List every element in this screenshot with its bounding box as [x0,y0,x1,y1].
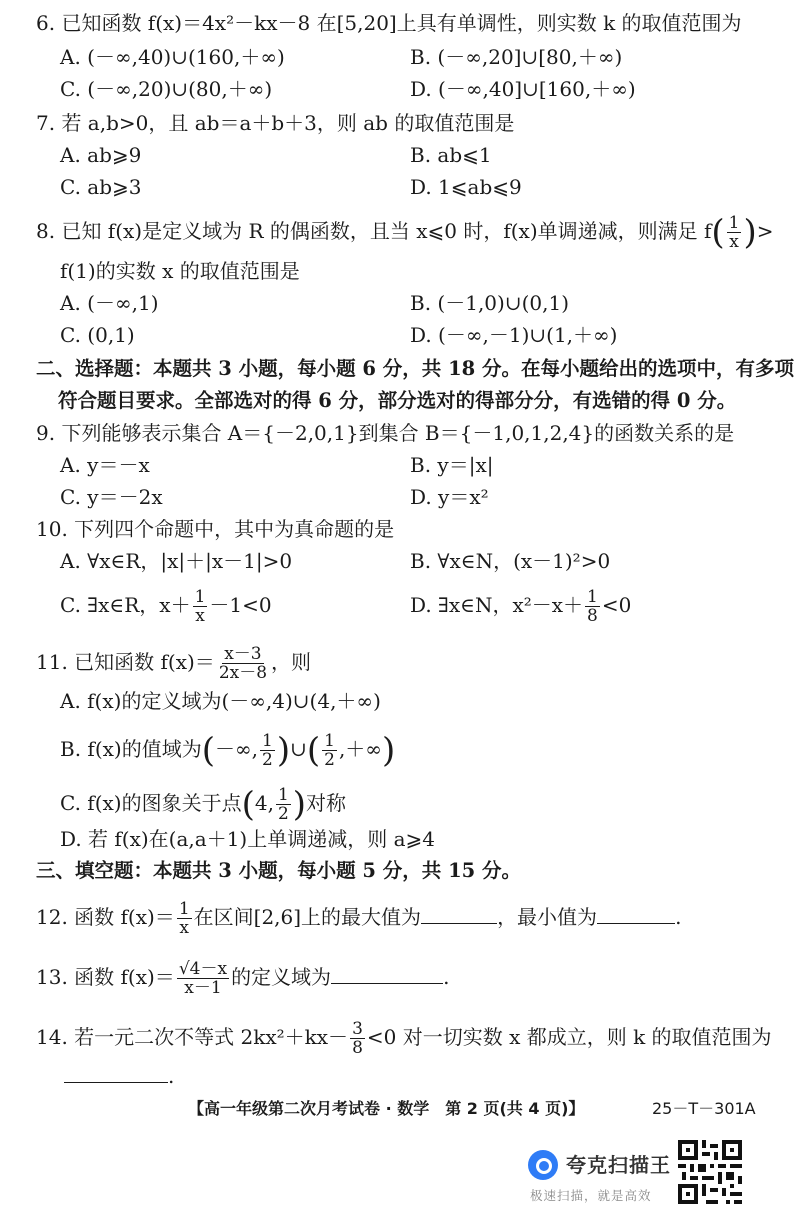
q11-c-post: 对称 [306,791,347,815]
q10-c-pre: C. ∃x∈R，x＋ [60,593,191,617]
q13-pre: 13. 函数 f(x)＝ [36,965,175,989]
q13-end: . [443,965,450,989]
q11-c-fraction [276,786,291,823]
q11-b-p2-num: 1 [324,731,335,751]
q10-c-num: 1 [194,587,206,607]
q8-option-c: C. (0,1) [60,323,135,347]
q11-b-pre: B. f(x)的值域为 [60,737,202,761]
q8-fraction [727,214,742,251]
q10-option-c [60,588,272,625]
q9-option-b: B. y＝|x| [410,453,494,477]
q6-option-b: B. (－∞,20]∪[80,＋∞) [410,45,623,69]
q11-b-den: 2 [262,750,273,770]
q10-d-den: 8 [587,606,598,626]
q13-den: x－1 [184,978,222,998]
q10-d-post: <0 [601,593,632,617]
q7-option-a: A. ab⩾9 [60,143,142,167]
scanner-watermark [524,1146,674,1206]
q10-option-a: A. ∀x∈R，|x|＋|x－1|>0 [60,549,293,573]
q6-stem: 6. 已知函数 f(x)＝4x²－kx－8 在[5,20]上具有单调性，则实数 k 的取值范围为 [36,11,742,35]
q11-b-p2-tail: ,＋∞ [338,737,382,761]
q13-mid: 的定义域为 [231,965,332,989]
q14-pre: 14. 若一元二次不等式 2kx²＋kx－ [36,1025,349,1049]
q11-option-d: D. 若 f(x)在(a,a＋1)上单调递减，则 a⩾4 [60,827,435,851]
q7-stem: 7. 若 a,b>0，且 ab＝a＋b＋3，则 ab 的取值范围是 [36,111,515,135]
q11-option-a: A. f(x)的定义域为(－∞,4)∪(4,＋∞) [60,689,381,713]
q12-num: 1 [178,899,190,919]
q11-b-p2-den: 2 [324,750,335,770]
q8-option-d: D. (－∞,－1)∪(1,＋∞) [410,323,618,347]
q7-option-d: D. 1⩽ab⩽9 [410,175,522,199]
q11-fraction [217,645,269,682]
q11-b-num: 1 [262,731,273,751]
q13-num: √4－x [178,959,228,979]
q14-num: 3 [352,1019,363,1039]
q12-mid: 在区间[2,6]上的最大值为 [193,905,422,929]
q11-stem [36,645,311,682]
q11-b-p1: －∞, [214,737,258,761]
q14-den: 8 [352,1038,363,1058]
q11-b-mid: ∪ [290,737,307,761]
q10-option-d [410,588,631,625]
q11-option-b: B. f(x)的值域为(－∞, $\frac{1}{2}$ )∪( $\frac{1}{2}$ ,＋∞) [60,730,396,771]
q11-num: x－3 [224,644,262,664]
section-3-heading: 三、填空题：本题共 3 小题，每小题 5 分，共 15 分。 [36,859,522,882]
q8-frac-num: 1 [728,213,740,233]
q8-stem-post: > [756,219,774,243]
q10-stem: 10. 下列四个命题中，其中为真命题的是 [36,517,395,541]
q8-option-b: B. (－1,0)∪(0,1) [410,291,569,315]
q14-stem [36,1020,772,1057]
q10-option-b: B. ∀x∈N，(x－1)²>0 [410,549,611,573]
q11-b-fraction-2 [322,732,337,769]
q12-mid2: ，最小值为 [497,905,598,929]
section-2-heading: 二、选择题：本题共 3 小题，每小题 6 分，共 18 分。在每小题给出的选项中，有多项 [36,357,795,380]
q8-frac-den: x [729,232,739,252]
q13-stem [36,960,449,997]
q9-stem: 9. 下列能够表示集合 A＝{－2,0,1}到集合 B＝{－1,0,1,2,4}的函数关系的是 [36,421,735,445]
q11-c-pre: C. f(x)的图象关于点 [60,791,242,815]
q12-fraction [177,900,192,937]
q14-answer-line [64,1062,174,1089]
q13-fraction [177,960,229,997]
q11-stem-post: ，则 [271,650,312,674]
exam-code: 25－T－301A [652,1099,756,1118]
section-2-heading-cont: 符合题目要求。全部选对的得 6 分，部分选对的得部分分，有选错的得 0 分。 [58,389,737,412]
q9-option-d: D. y＝x² [410,485,489,509]
q12-den: x [179,918,190,938]
q10-d-num: 1 [587,587,598,607]
q14-fraction [350,1020,365,1057]
q11-c-num: 1 [277,785,289,805]
q11-c-inner: 4, [254,791,274,815]
q11-option-c: C. f(x)的图象关于点(4, $\frac{1}{2}$ )对称 [60,784,347,825]
q6-option-a: A. (－∞,40)∪(160,＋∞) [60,45,285,69]
scanner-logo-icon [528,1150,558,1180]
q9-option-a: A. y＝－x [60,453,150,477]
q10-d-pre: D. ∃x∈N，x²－x＋ [410,593,584,617]
q12-pre: 12. 函数 f(x)＝ [36,905,175,929]
q6-option-d: D. (－∞,40]∪[160,＋∞) [410,77,636,101]
q11-stem-pre: 11. 已知函数 f(x)＝ [36,650,215,674]
q14-end: . [168,1064,175,1088]
q12-blank-min[interactable] [597,903,675,924]
q8-stem: 8. 已知 f(x)是定义域为 R 的偶函数，且当 x⩽0 时，f(x)单调递减，则满足 f( $\frac{1}{x}$ )> [36,212,774,253]
q10-c-post: －1<0 [209,593,272,617]
q12-stem [36,900,681,937]
q13-blank[interactable] [331,963,443,984]
q11-den: 2x－8 [218,663,268,683]
q14-blank[interactable] [64,1062,168,1083]
page-footer: 【高一年级第二次月考试卷 · 数学 第 2 页(共 4 页)】 [188,1099,585,1118]
q10-c-fraction [193,588,208,625]
q11-c-den: 2 [277,804,289,824]
q12-end: . [675,905,682,929]
q8-stem-pre: 8. 已知 f(x)是定义域为 R 的偶函数，且当 x⩽0 时，f(x)单调递减，则满足 f [36,219,712,243]
scanner-slogan: 极速扫描，就是高效 [530,1188,652,1203]
q14-post: <0 对一切实数 x 都成立，则 k 的取值范围为 [366,1025,772,1049]
q8-option-a: A. (－∞,1) [60,291,159,315]
q7-option-c: C. ab⩾3 [60,175,142,199]
q7-option-b: B. ab⩽1 [410,143,492,167]
q9-option-c: C. y＝－2x [60,485,163,509]
q10-c-den: x [195,606,205,626]
q8-stem-line2: f(1)的实数 x 的取值范围是 [60,259,300,283]
qr-code-icon [678,1140,742,1204]
q11-b-fraction-1 [260,732,275,769]
q6-option-c: C. (－∞,20)∪(80,＋∞) [60,77,273,101]
q10-d-fraction [585,588,600,625]
scanner-brand: 夸克扫描王 [566,1153,671,1177]
q12-blank-max[interactable] [421,903,497,924]
